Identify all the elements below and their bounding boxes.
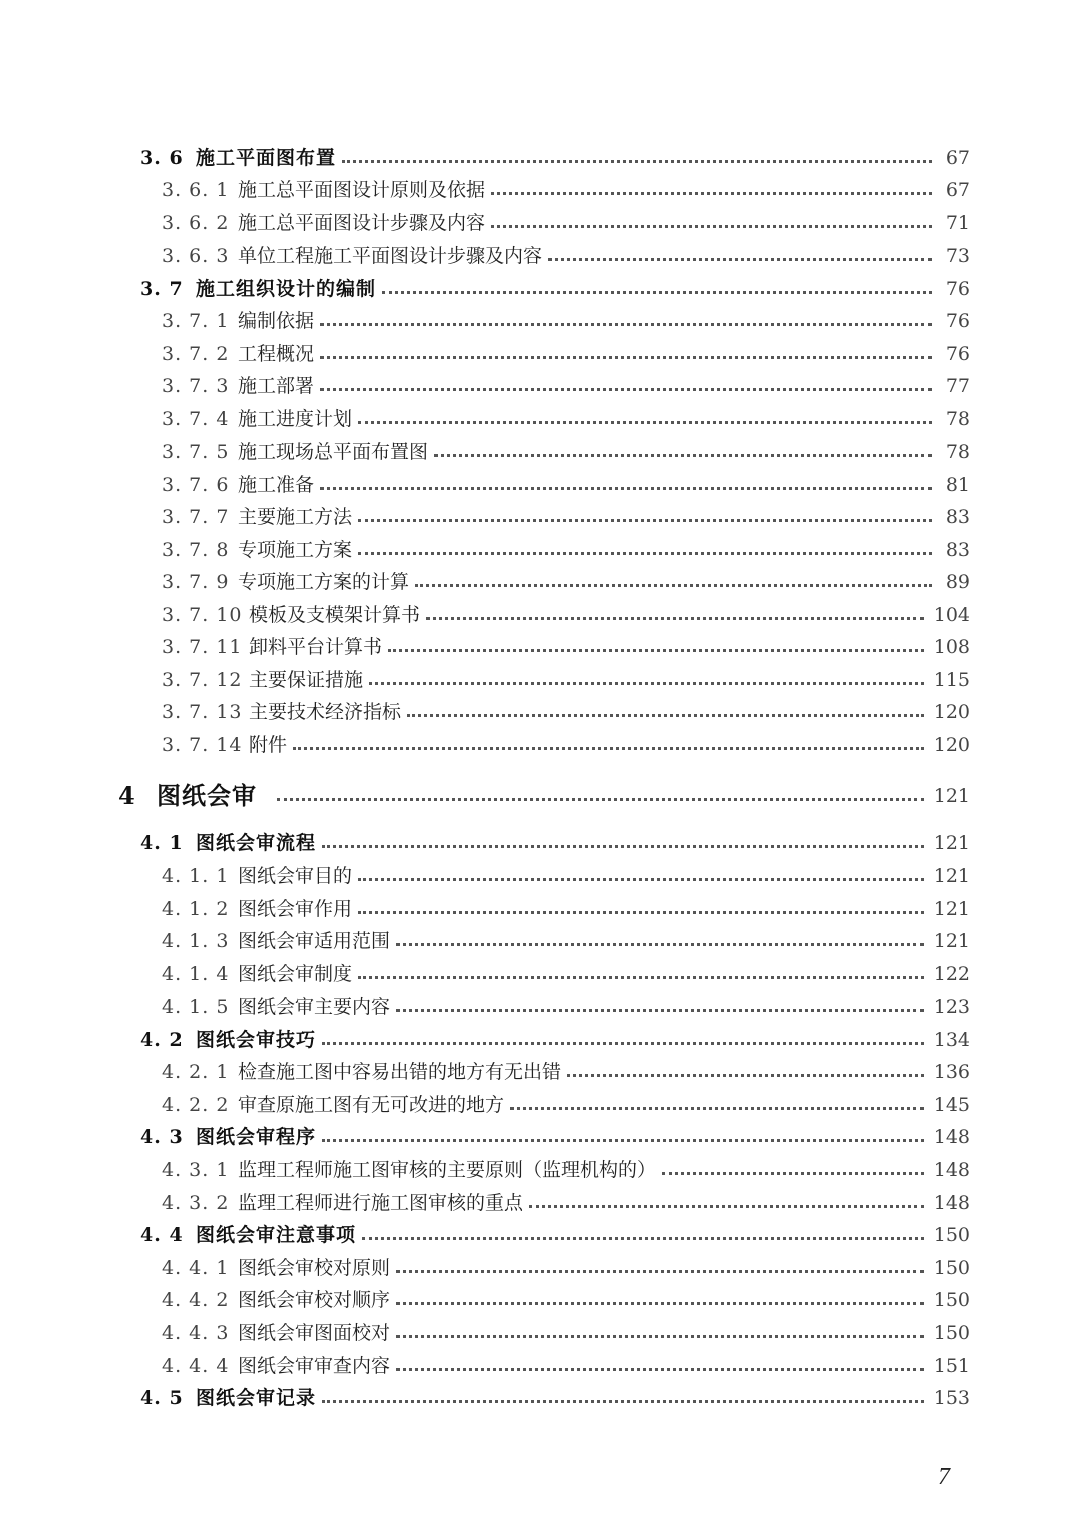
dot-leader: [396, 1335, 924, 1338]
dot-leader: [434, 454, 932, 457]
toc-entry-page: 150: [933, 1289, 970, 1311]
toc-entry[interactable]: [162, 603, 970, 627]
toc-entry-page: 148: [933, 1192, 970, 1214]
toc-entry-title: 专项施工方案: [238, 539, 353, 561]
toc-entry-number: 4. 1. 3: [162, 930, 230, 952]
toc-entry-page: 153: [933, 1387, 970, 1409]
toc-entry-title: 图纸会审记录: [196, 1387, 317, 1409]
toc-entry-number: 3. 7. 6: [162, 474, 230, 496]
toc-entry-number: 3. 7. 1: [162, 310, 230, 332]
toc-entry-title: 主要技术经济指标: [249, 701, 402, 723]
toc-entry-page: 122: [933, 963, 970, 985]
toc-entry-page: 76: [945, 310, 970, 332]
toc-entry-title: 监理工程师进行施工图审核的重点: [238, 1192, 524, 1214]
toc-entry[interactable]: [162, 178, 970, 202]
toc-entry-page: 76: [945, 343, 970, 365]
toc-entry-page: 150: [933, 1322, 970, 1344]
toc-entry-page: 123: [933, 996, 970, 1018]
dot-leader: [567, 1074, 924, 1077]
dot-leader: [358, 421, 932, 424]
toc-entry-title: 专项施工方案的计算: [238, 571, 410, 593]
toc-entry-title: 图纸会审技巧: [196, 1029, 317, 1051]
dot-leader: [358, 878, 924, 881]
toc-entry-page: 81: [945, 474, 970, 496]
toc-entry[interactable]: [162, 1288, 970, 1312]
toc-entry-page: 78: [945, 408, 970, 430]
toc-entry-title: 图纸会审程序: [196, 1126, 317, 1148]
toc-entry-page: 148: [933, 1159, 970, 1181]
toc-entry[interactable]: [162, 211, 970, 235]
dot-leader: [277, 798, 924, 801]
dot-leader: [396, 943, 924, 946]
toc-entry-number: 3. 7. 10: [162, 604, 243, 626]
toc-entry-number: 3. 7. 5: [162, 441, 230, 463]
dot-leader: [293, 747, 924, 750]
toc-entry-page: 148: [933, 1126, 970, 1148]
toc-entry-page: 67: [945, 147, 970, 169]
toc-entry-number: 4. 2. 2: [162, 1094, 230, 1116]
toc-entry-title: 施工总平面图设计步骤及内容: [238, 212, 486, 234]
dot-leader: [491, 192, 932, 195]
toc-entry-number: 3. 7. 7: [162, 506, 230, 528]
toc-entry[interactable]: [140, 146, 970, 170]
toc-entry-number: 3. 7. 3: [162, 375, 230, 397]
toc-entry-number: 3. 7. 14: [162, 734, 243, 756]
toc-entry[interactable]: [162, 995, 970, 1019]
toc-entry-number: 4. 1. 5: [162, 996, 230, 1018]
toc-entry-number: 4. 4. 2: [162, 1289, 230, 1311]
toc-entry[interactable]: [162, 733, 970, 757]
toc-entry-title: 施工进度计划: [238, 408, 353, 430]
toc-entry-title: 施工准备: [238, 474, 315, 496]
toc-entry-page: 145: [933, 1094, 970, 1116]
dot-leader: [369, 682, 924, 685]
toc-entry-number: 3. 7. 4: [162, 408, 230, 430]
toc-entry-page: 73: [945, 245, 970, 267]
dot-leader: [396, 1270, 924, 1273]
toc-entry[interactable]: [162, 505, 970, 529]
dot-leader: [322, 1042, 924, 1045]
toc-entry-title: 图纸会审制度: [238, 963, 353, 985]
toc-entry-title: 图纸会审主要内容: [238, 996, 391, 1018]
toc-entry-page: 76: [945, 278, 970, 300]
toc-entry-page: 121: [933, 930, 970, 952]
toc-entry[interactable]: [162, 374, 970, 398]
toc-entry-title: 图纸会审校对顺序: [238, 1289, 391, 1311]
toc-entry[interactable]: [162, 407, 970, 431]
toc-entry[interactable]: [162, 342, 970, 366]
toc-entry[interactable]: [140, 277, 970, 301]
dot-leader: [322, 1400, 924, 1403]
toc-entry[interactable]: [162, 635, 970, 659]
toc-entry[interactable]: [162, 538, 970, 562]
toc-entry-title: 工程概况: [238, 343, 315, 365]
toc-entry[interactable]: [140, 831, 970, 855]
toc-entry-number: 3. 6. 3: [162, 245, 230, 267]
toc-entry[interactable]: [162, 570, 970, 594]
toc-entry-number: 3. 7: [140, 278, 184, 300]
dot-leader: [358, 976, 924, 979]
toc-entry-number: 4. 1. 4: [162, 963, 230, 985]
toc-entry-page: 150: [933, 1224, 970, 1246]
page-number: 7: [938, 1464, 950, 1490]
toc-entry-title: 主要施工方法: [238, 506, 353, 528]
toc-entry-number: 3. 6. 2: [162, 212, 230, 234]
toc-entry-page: 136: [933, 1061, 970, 1083]
toc-entry-number: 3. 7. 8: [162, 539, 230, 561]
toc-entry[interactable]: [162, 1191, 970, 1215]
toc-entry-title: 施工平面图布置: [196, 147, 337, 169]
toc-entry-page: 150: [933, 1257, 970, 1279]
toc-entry-title: 图纸会审审查内容: [238, 1355, 391, 1377]
toc-entry-number: 3. 7. 13: [162, 701, 243, 723]
toc-entry[interactable]: [162, 244, 970, 268]
toc-entry-page: 71: [945, 212, 970, 234]
toc-entry[interactable]: [162, 1354, 970, 1378]
toc-entry-title: 图纸会审注意事项: [196, 1224, 357, 1246]
toc-entry[interactable]: [162, 440, 970, 464]
dot-leader: [362, 1237, 924, 1240]
dot-leader: [491, 225, 932, 228]
dot-leader: [320, 323, 932, 326]
dot-leader: [548, 258, 932, 261]
toc-entry[interactable]: [162, 897, 970, 921]
toc-entry-page: 120: [933, 734, 970, 756]
toc-entry-page: 121: [933, 898, 970, 920]
dot-leader: [358, 911, 924, 914]
toc-entry[interactable]: [162, 668, 970, 692]
dot-leader: [358, 552, 932, 555]
toc-entry-title: 图纸会审图面校对: [238, 1322, 391, 1344]
toc-entry-title: 图纸会审适用范围: [238, 930, 391, 952]
toc-entry-page: 67: [945, 179, 970, 201]
dot-leader: [396, 1302, 924, 1305]
toc-entry-number: 4. 1: [140, 832, 184, 854]
toc-entry-title: 单位工程施工平面图设计步骤及内容: [238, 245, 543, 267]
toc-entry-page: 121: [933, 785, 970, 807]
toc-entry-page: 121: [933, 865, 970, 887]
dot-leader: [322, 845, 924, 848]
toc-entry-title: 模板及支模架计算书: [249, 604, 421, 626]
dot-leader: [322, 1139, 924, 1142]
dot-leader: [358, 519, 932, 522]
toc-entry-number: 3. 7. 11: [162, 636, 243, 658]
toc-entry-page: 89: [945, 571, 970, 593]
dot-leader: [529, 1205, 924, 1208]
toc-entry-page: 108: [933, 636, 970, 658]
dot-leader: [382, 291, 932, 294]
dot-leader: [320, 388, 932, 391]
toc-entry-title: 施工现场总平面布置图: [238, 441, 429, 463]
dot-leader: [320, 487, 932, 490]
toc-entry[interactable]: [140, 1386, 970, 1410]
toc-entry-title: 图纸会审: [157, 781, 257, 810]
toc-entry-title: 图纸会审作用: [238, 898, 353, 920]
toc-entry[interactable]: [140, 1028, 970, 1052]
toc-entry-title: 图纸会审校对原则: [238, 1257, 391, 1279]
toc-entry-number: 3. 7. 9: [162, 571, 230, 593]
toc-entry[interactable]: [162, 700, 970, 724]
toc-entry[interactable]: [162, 309, 970, 333]
toc-entry-title: 检查施工图中容易出错的地方有无出错: [238, 1061, 562, 1083]
toc-entry-title: 审查原施工图有无可改进的地方: [238, 1094, 505, 1116]
toc-entry-page: 83: [945, 539, 970, 561]
toc-entry-page: 121: [933, 832, 970, 854]
dot-leader: [510, 1107, 924, 1110]
dot-leader: [426, 617, 924, 620]
toc-entry-number: 4. 2. 1: [162, 1061, 230, 1083]
toc-entry[interactable]: [162, 929, 970, 953]
toc-entry[interactable]: [162, 1256, 970, 1280]
toc-entry[interactable]: [162, 962, 970, 986]
dot-leader: [342, 160, 932, 163]
dot-leader: [662, 1172, 924, 1175]
toc-entry-title: 主要保证措施: [249, 669, 364, 691]
dot-leader: [320, 356, 932, 359]
toc-entry-page: 115: [933, 669, 970, 691]
toc-entry-title: 卸料平台计算书: [249, 636, 383, 658]
toc-entry-title: 施工总平面图设计原则及依据: [238, 179, 486, 201]
toc-entry-number: 4. 3. 2: [162, 1192, 230, 1214]
toc-entry-number: 4. 2: [140, 1029, 184, 1051]
dot-leader: [396, 1009, 924, 1012]
toc-entry-page: 78: [945, 441, 970, 463]
toc-entry-number: 4. 1. 1: [162, 865, 230, 887]
dot-leader: [415, 584, 932, 587]
toc-entry-number: 3. 7. 12: [162, 669, 243, 691]
toc-entry-page: 151: [933, 1355, 970, 1377]
toc-entry-number: 4. 4. 3: [162, 1322, 230, 1344]
dot-leader: [407, 714, 924, 717]
toc-entry-page: 104: [933, 604, 970, 626]
toc-entry-page: 77: [945, 375, 970, 397]
toc-entry-number: 4. 1. 2: [162, 898, 230, 920]
toc-entry-number: 4. 3. 1: [162, 1159, 230, 1181]
toc-entry-page: 120: [933, 701, 970, 723]
toc-entry-number: 3. 6. 1: [162, 179, 230, 201]
toc-entry-number: 4. 4. 1: [162, 1257, 230, 1279]
toc-entry[interactable]: [162, 473, 970, 497]
toc-entry[interactable]: [162, 1060, 970, 1084]
toc-entry-number: 4. 5: [140, 1387, 184, 1409]
toc-entry[interactable]: [118, 781, 970, 811]
toc-entry-title: 监理工程师施工图审核的主要原则（监理机构的）: [238, 1159, 657, 1181]
toc-entry[interactable]: [140, 1223, 970, 1247]
toc-entry-title: 施工组织设计的编制: [196, 278, 377, 300]
toc-entry-title: 编制依据: [238, 310, 315, 332]
toc-entry-number: 4. 4. 4: [162, 1355, 230, 1377]
toc-entry-number: 4: [118, 781, 136, 810]
toc-entry-title: 施工部署: [238, 375, 315, 397]
dot-leader: [396, 1368, 924, 1371]
toc-entry-title: 图纸会审目的: [238, 865, 353, 887]
toc-entry-number: 3. 7. 2: [162, 343, 230, 365]
toc-entry-page: 83: [945, 506, 970, 528]
toc-entry-number: 3. 6: [140, 147, 184, 169]
toc-entry-page: 134: [933, 1029, 970, 1051]
toc-entry-number: 4. 4: [140, 1224, 184, 1246]
toc-entry[interactable]: [140, 1125, 970, 1149]
toc-entry[interactable]: [162, 864, 970, 888]
toc-entry[interactable]: [162, 1158, 970, 1182]
toc-entry[interactable]: [162, 1321, 970, 1345]
dot-leader: [388, 649, 924, 652]
toc-entry-title: 图纸会审流程: [196, 832, 317, 854]
toc-entry-title: 附件: [249, 734, 288, 756]
toc-entry-number: 4. 3: [140, 1126, 184, 1148]
toc-entry[interactable]: [162, 1093, 970, 1117]
